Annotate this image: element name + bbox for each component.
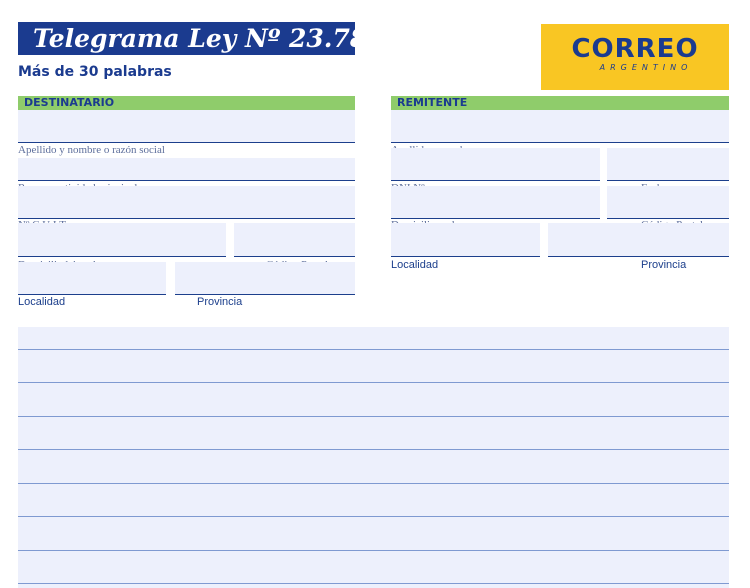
destinatario-cuit-field[interactable] [18, 186, 355, 219]
form-subtitle: Más de 30 palabras [18, 64, 172, 80]
destinatario-name-label: Apellido y nombre o razón social [18, 144, 165, 156]
remitente-localidad-field[interactable] [391, 223, 540, 257]
logo-main-text: CORREO [571, 34, 699, 64]
message-line [18, 516, 729, 517]
message-line [18, 483, 729, 484]
message-line [18, 550, 729, 551]
message-line [18, 349, 729, 350]
destinatario-provincia-label: Provincia [197, 296, 243, 308]
message-line [18, 449, 729, 450]
remitente-domicilio-field[interactable] [391, 186, 600, 219]
message-text-area[interactable] [18, 327, 729, 588]
destinatario-heading: DESTINATARIO [18, 96, 355, 110]
remitente-localidad-label: Localidad [391, 259, 439, 271]
message-line [18, 583, 729, 584]
message-line [18, 382, 729, 383]
destinatario-domicilio-field[interactable] [18, 223, 226, 257]
correo-argentino-logo [541, 24, 729, 90]
logo-sub-text: ARGENTINO [599, 63, 693, 72]
form-title: Telegrama Ley Nº 23.789 [18, 22, 355, 55]
remitente-provincia-label: Provincia [641, 259, 687, 271]
destinatario-localidad-label: Localidad [18, 296, 66, 308]
remitente-fecha-field[interactable] [607, 148, 729, 181]
message-line [18, 416, 729, 417]
remitente-name-field[interactable] [391, 110, 729, 143]
remitente-provincia-field[interactable] [548, 223, 729, 257]
destinatario-localidad-field[interactable] [18, 262, 166, 295]
remitente-cp-field[interactable] [607, 186, 729, 219]
destinatario-provincia-field[interactable] [175, 262, 355, 295]
remitente-heading: REMITENTE [391, 96, 729, 110]
destinatario-cp-field[interactable] [234, 223, 355, 257]
remitente-dni-field[interactable] [391, 148, 600, 181]
destinatario-name-field[interactable] [18, 110, 355, 143]
destinatario-ramo-field[interactable] [18, 158, 355, 181]
